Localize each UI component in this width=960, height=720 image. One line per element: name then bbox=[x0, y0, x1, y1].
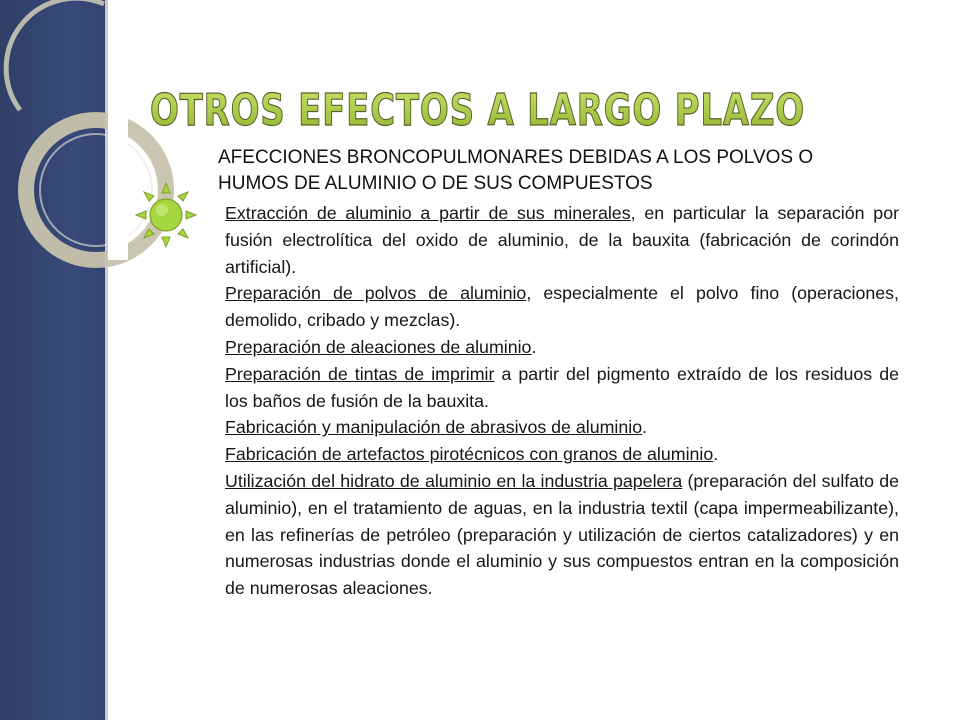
paragraph-5-underlined: Fabricación y manipulación de abrasivos de aluminio bbox=[225, 417, 643, 438]
paragraph-7-text: (preparación del sulfato de aluminio), en el tratamiento de aguas, en la industria textil (capa impermeabilizante), en las refinerías de petróleo (preparación y utilización de ciertos catalizadores) y en numerosas industrias donde el aluminio y sus compuestos entran en la composición de numerosas aleaciones. bbox=[225, 470, 899, 599]
paragraph-3-text: . bbox=[531, 336, 537, 357]
bullet-content bbox=[225, 200, 899, 602]
paragraph-4-text: a partir del pigmento extraído de los residuos de los baños de fusión de la bauxita. bbox=[225, 363, 900, 411]
paragraph-1-text: , en particular la separación por fusión electrolítica del oxido de aluminio, de la bauxita (fabricación de corindón artificial). bbox=[225, 203, 899, 277]
paragraph-3 bbox=[225, 334, 899, 361]
paragraph-2 bbox=[225, 280, 899, 334]
slide-title-text: OTROS EFECTOS A LARGO PLAZO bbox=[150, 85, 805, 136]
slide-title bbox=[150, 80, 850, 140]
sun-bullet-icon bbox=[136, 183, 196, 247]
paragraph-6-underlined: Fabricación de artefactos pirotécnicos con granos de aluminio bbox=[225, 444, 714, 465]
paragraph-1 bbox=[225, 200, 899, 280]
paragraph-5 bbox=[225, 414, 899, 441]
decorative-rings bbox=[0, 0, 220, 330]
paragraph-1-underlined: Extracción de aluminio a partir de sus minerales bbox=[225, 203, 631, 223]
paragraph-6 bbox=[225, 441, 899, 468]
paragraph-6-text: . bbox=[713, 444, 719, 465]
paragraph-3-underlined: Preparación de aleaciones de aluminio bbox=[225, 336, 532, 357]
paragraph-4-underlined: Preparación de tintas de imprimir bbox=[225, 363, 495, 384]
paragraph-4 bbox=[225, 361, 899, 415]
subtitle-line-2: HUMOS DE ALUMINIO O DE SUS COMPUESTOS bbox=[218, 173, 653, 194]
subtitle bbox=[218, 145, 918, 197]
paragraph-2-underlined: Preparación de polvos de aluminio bbox=[225, 283, 527, 304]
paragraph-7-underlined: Utilización del hidrato de aluminio en la industria papelera bbox=[225, 470, 683, 491]
subtitle-line-1: AFECCIONES BRONCOPULMONARES DEBIDAS A LOS POLVOS O bbox=[218, 147, 814, 168]
paragraph-7 bbox=[225, 468, 899, 602]
paragraph-5-text: . bbox=[642, 417, 648, 438]
paragraph-2-text: , especialmente el polvo fino (operaciones, demolido, cribado y mezclas). bbox=[225, 283, 899, 331]
